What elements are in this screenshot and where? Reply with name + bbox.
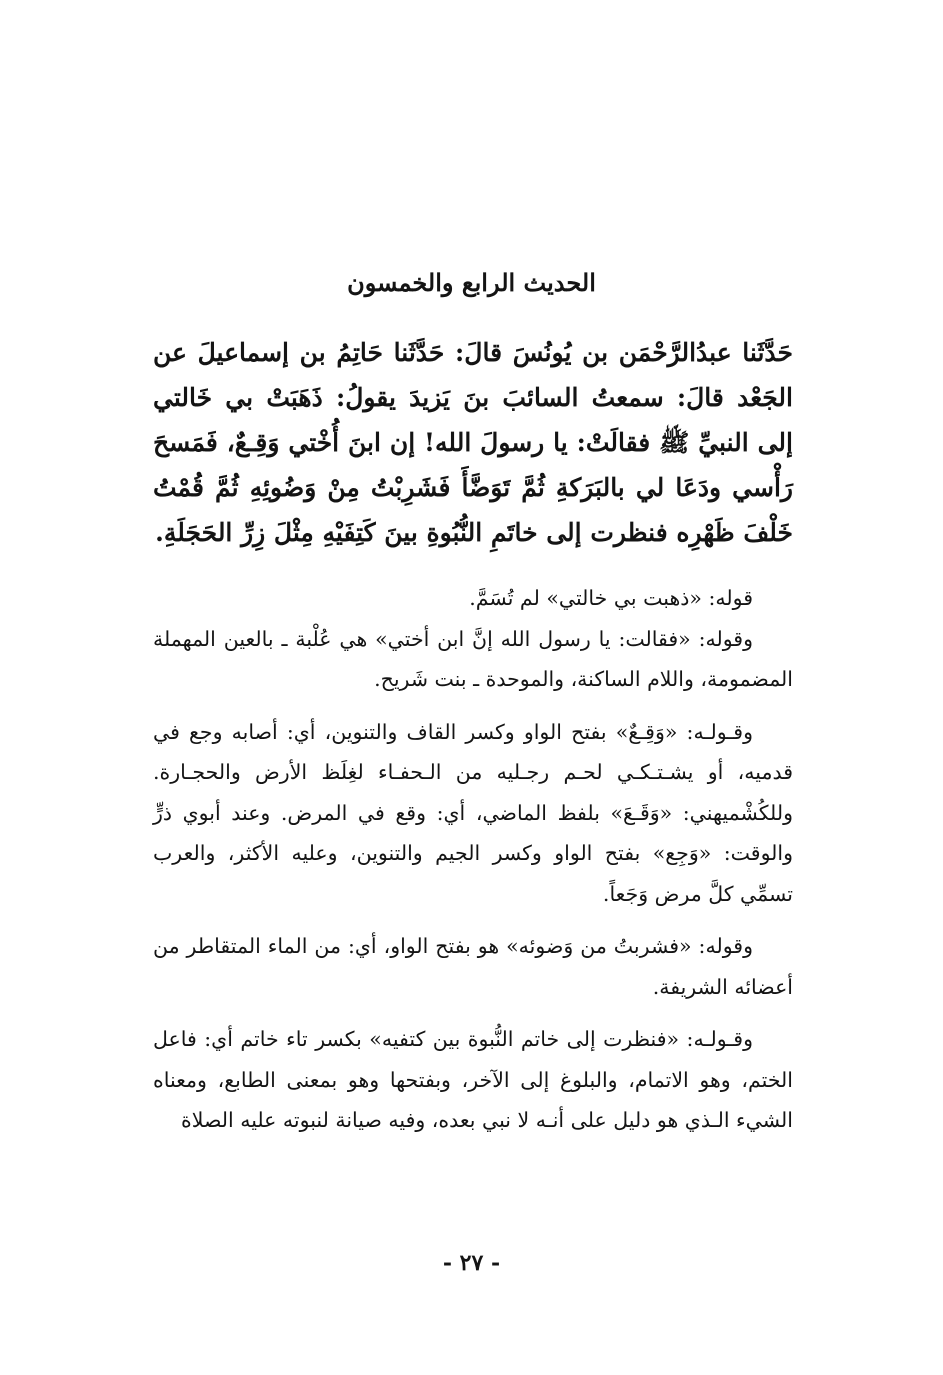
hadith-title: الحديث الرابع والخمسون [347,268,596,297]
hadith-text: حَدَّثَنا عبدُالرَّحْمَن بن يُونُسَ قالَ: حَدَّثَنا حَاتِمُ بن إسماعيلَ عن الجَعْد قالَ: سمعتُ السائبَ بنَ يَزيدَ يقولُ: ذَهَبَتْ بي خَالتي إلى النبيِّ ﷺ فقالَتْ: يا رسولَ الله! إن ابنَ أُخْتي وَقِـعٌ، فَمَسحَ رَأْسي ودَعَا لي بالبَرَكةِ ثُمَّ تَوَضَّأَ فَشَرِبْتُ مِنْ وَضُوئِهِ ثُمَّ قُمْتُ خَلْفَ ظَهْرِه فنظرت إلى خاتَمِ النُّبُوةِ بينَ كَتِفَيْهِ مِثْلَ زِرِّ الحَجَلَةِ. [153,338,793,547]
commentary-paragraph-5: وقـولـه: «فنظرت إلى خاتم النُّبوة بين كتفيه» بكسر تاء خاتم أي: فاعل الختم، وهو الاتمام، والبلوغ إلى الآخر، وبفتحها وهو بمعنى الطابع، ومعناه الشيء الـذي هو دليل على أنـه لا نبي بعده، وفيه صيانة لنبوته عليه الصلاة [153,1027,793,1132]
hadith-text-block [153,330,793,555]
commentary-paragraph-1: قوله: «ذهبت بي خالتي» لم تُسَمَّ. [469,586,753,610]
commentary-section [153,578,793,1141]
commentary-paragraph-3: وقـولـه: «وَقِـعٌ» بفتح الواو وكسر القاف والتنوين، أي: أصابه وجع في قدميه، أو يشـتـكـي لحـم رجـليه من الـحفـاء لغِلَظ الأرض والحجـارة. وللكُشْميهني: «وَقَـعَ» بلفظ الماضي، أي: وقع في المرض. وعند أبوي ذرٍّ والوقت: «وَجِع» بفتح الواو وكسر الجيم والتنوين، وعليه الأكثر، والعرب تسمِّي كلَّ مرض وَجَعاً. [153,719,793,906]
page-number: - ٢٧ - [442,1250,501,1276]
commentary-paragraph-4: وقوله: «فشربتُ من وَضوئه» هو بفتح الواو، أي: من الماء المتقاطر من أعضائه الشريفة. [153,934,793,999]
commentary-paragraph-2: وقوله: «فقالت: يا رسول الله إنَّ ابن أختي» هي عُلْبة ـ بالعين المهملة المضمومة، واللام الساكنة، والموحدة ـ بنت شَريح. [153,626,793,691]
